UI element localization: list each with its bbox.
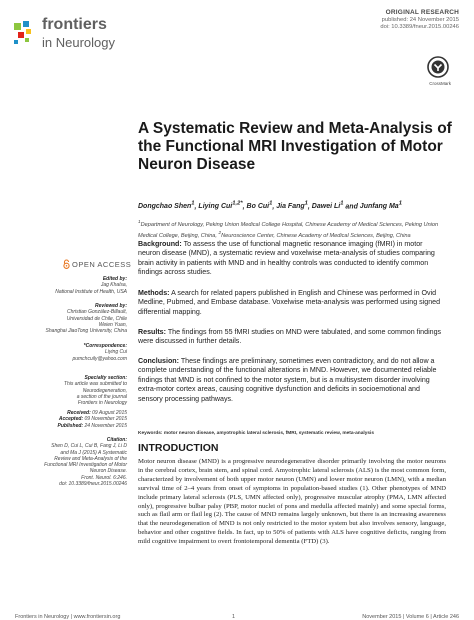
edited-by: Edited by: Jag Khalsa, National Institute of Health, USA [55,276,127,295]
author-name[interactable]: Dawei Li$^1$ [311,201,344,211]
section-heading: INTRODUCTION [138,442,219,454]
open-access-lock-icon [63,259,70,269]
footer-journal: Frontiers in Neurology | www.frontiersin.org [15,614,121,620]
footer-issue: November 2015 | Volume 6 | Article 246 [362,614,459,620]
abstract-conclusion: Conclusion: These findings are preliminary, sometimes even contradictory, and do not allow a complete understanding of the functional alterations in MND. However, we documented reliable findings that MND is not confined to the motor system, but is a multisystem disorder involving extra-motor cortex areas, causing cognitive dysfunction and deficits in socioemotional and sensory processing pathways. [138,357,437,403]
crossmark-icon[interactable] [427,56,449,78]
abstract-results: Results: The findings from 55 fMRI studies on MND were tabulated, and some common findings were discussed in further details. [138,328,442,346]
footer-url[interactable]: www.frontiersin.org [73,614,121,620]
article-type: ORIGINAL RESEARCH [385,9,459,16]
author-name[interactable]: Junfang Ma$^1$ [359,201,402,211]
article-doi[interactable]: doi: 10.3389/fneur.2015.00246 [380,24,459,30]
correspondence: *Correspondence: Liying Cui pumchcuily@yahoo.com [72,343,127,362]
article-title: A Systematic Review and Meta-Analysis of the Functional MRI Investigation of Motor Neuron Disease [138,120,452,173]
page-number: 1 [232,614,236,620]
published-date: published: 24 November 2015 [381,17,459,23]
keywords: Keywords: motor neuron disease, amyotrophic lateral sclerosis, fMRI, systematic review, meta-analysis [138,431,375,436]
article-dates: Received: 09 August 2015 Accepted: 09 November 2015 Published: 24 November 2015 [57,410,127,429]
author-name[interactable]: Liying Cui$^{1,2*}$ [198,201,243,211]
specialty-section: Specialty section: This article was submitted to Neurodegeneration, a section of the journal Frontiers in Neurology [63,375,127,407]
author-name[interactable]: Jia Fang$^1$ [276,201,308,211]
journal-subtitle: in Neurology [42,35,115,50]
affiliations: $^1$Department of Neurology, Peking Union Medical College Hospital, Chinese Academy of Medical Sciences, Peking Union Medical College, Beijing, China, $^2$Neuroscience Center, Chinese Academy of Medical Sciences, Beijing, China [138,219,439,240]
author-name[interactable]: Dongchao Shen$^1$ [138,201,195,211]
author-list: Dongchao Shen$^1$, Liying Cui$^{1,2*}$, Bo Cui$^1$, Jia Fang$^1$, Dawei Li$^1$ and Junfang Ma$^1$ [138,201,402,211]
abstract-background: Background: To assess the use of functional magnetic resonance imaging (fMRI) in motor neuron disease (MND), a systematic review and voxelwise meta-analysis of studies comparing brain activity in patients with MND and in healthy controls was conducted to identify common findings across studies. [138,240,435,277]
crossmark-label: CrossMark [429,81,451,86]
frontiers-logo-icon [12,19,40,47]
open-access-label: OPEN ACCESS [72,260,132,269]
introduction-text: Motor neuron disease (MND) is a progressive neurodegenerative disorder primarily involving the motor neurons in the cerebral cortex, brain stem, and spinal cord. Amyotrophic lateral sclerosis (ALS) is the most common form, characterized by involvement of both upper motor neuron (UMN) and lower motor neuron (LMN), with a median survival time of 2–4 years from onset of symptoms in population-based studies (1). Other phenotypes of MND include primary lateral sclerosis (PLS, UMN affected only), progressive muscular atrophy (PMA, LMN affected only), progressive bulbar palsy (PBP, motor nuclei of pons and medulla affected mainly) and some special forms, such as flail arm or flail leg (2). The cause of MND remains largely unknown, but there is an increasing awareness that the neurodegeneration of MND is not only restricted to the motor system but also involves sensory, language, behavior and other cognitive fields. In fact, up to 50% of patients with ALS have cognitive deficits, ranging from mild cognitive impairment to overt frontotemporal dementia (FTD) (3). [138,458,446,546]
abstract-methods: Methods: A search for related papers published in English and Chinese was performed in Ovid Medline, Pubmed, and Embase database. Voxelwise meta-analysis was performed using signed differential mapping. [138,289,441,316]
author-name[interactable]: Bo Cui$^1$ [246,201,273,211]
journal-brand: frontiers [42,16,107,33]
citation: Citation: Shen D, Cui L, Cui B, Fang J, Li D and Ma J (2015) A Systematic Review and Meta-Analysis of the Functional MRI Investigation of Motor Neuron Disease. Front. Neurol. 6:246. doi: 10.3389/fneur.2015.00246 [44,437,127,488]
article-meta [380,9,459,31]
citation-doi[interactable]: doi: 10.3389/fneur.2015.00246 [59,481,127,488]
reviewed-by: Reviewed by: Christian González-Billault, Universidad de Chile, Chile Weien Yuan, Shanghai JiaoTong University, China [45,303,127,335]
correspondence-email[interactable]: pumchcuily@yahoo.com [72,355,127,362]
